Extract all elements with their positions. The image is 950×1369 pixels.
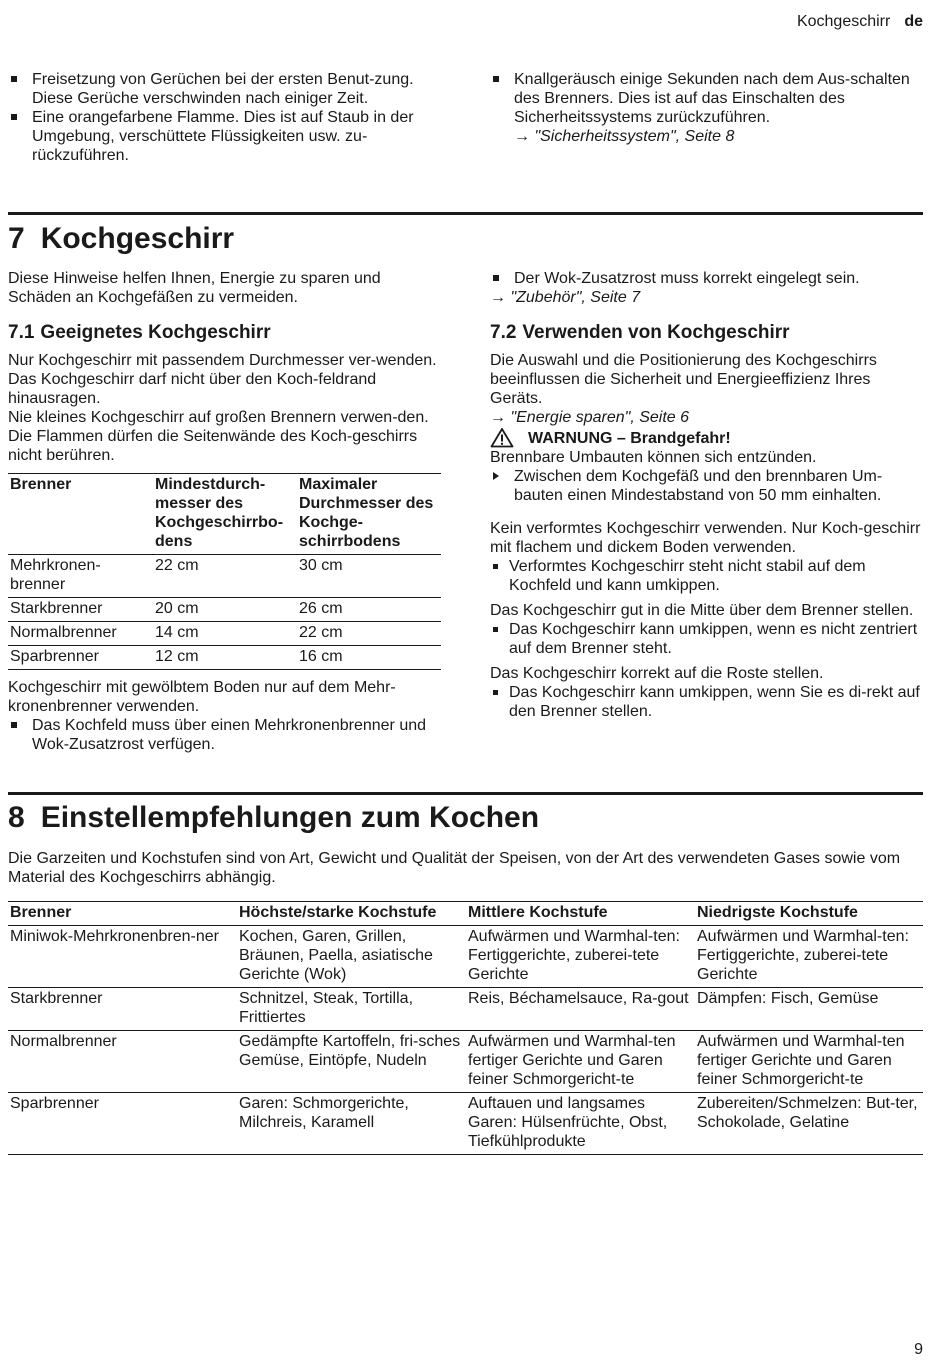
subsection-heading-7-2: 7.2 Verwenden von Kochgeschirr (490, 322, 790, 343)
section-heading-7: 7 Kochgeschirr (8, 222, 235, 255)
table-cell: Kochen, Garen, Grillen, Bräunen, Paella, asiatische Gerichte (Wok) (239, 928, 433, 983)
arrow-right-icon: → (514, 128, 535, 145)
table-cell: Schnitzel, Steak, Tortilla, Frittiertes (239, 990, 414, 1026)
table-row (8, 555, 441, 598)
arrow-right-icon: → (490, 409, 511, 426)
table-header-row (8, 902, 923, 926)
paragraph: Die Auswahl und die Positionierung des Kochgeschirrs beeinflussen die Sicherheit und Energieeffizienz Ihres Geräts. (490, 352, 877, 407)
list-item: Freisetzung von Gerüchen bei der ersten Benut-zung. Diese Gerüche verschwinden nach einiger Zeit. (8, 70, 440, 108)
table-cell: 20 cm (155, 600, 199, 617)
table-cell: Dämpfen: Fisch, Gemüse (697, 990, 879, 1007)
table-header-row (8, 474, 441, 555)
paragraph: Nur Kochgeschirr mit passendem Durchmesser ver-wenden. Das Kochgeschirr darf nicht über den Koch-feldrand hinausragen. (8, 352, 437, 407)
table-cell: 22 cm (155, 557, 199, 574)
section-rule (8, 792, 923, 795)
list-item: Das Kochfeld muss über einen Mehrkronenbrenner und Wok-Zusatzrost verfügen. (8, 716, 440, 754)
section-heading-8: 8 Einstellempfehlungen zum Kochen (8, 801, 540, 834)
table-cell: 12 cm (155, 648, 199, 665)
table-cell: Mehrkronen-brenner (10, 557, 101, 593)
table-header-cell: Niedrigste Kochstufe (697, 904, 858, 921)
list-item: Das Kochgeschirr kann umkippen, wenn es nicht zentriert auf dem Brenner steht. (490, 620, 922, 658)
table-row (8, 646, 441, 670)
list-item: Eine orangefarbene Flamme. Dies ist auf Staub in der Umgebung, verschüttete Flüssigkeiten usw. zu-rückzuführen. (8, 108, 440, 165)
table-cell: 22 cm (299, 624, 343, 641)
table-cell: Zubereiten/Schmelzen: But-ter, Schokolade, Gelatine (697, 1095, 918, 1131)
table-cell: Gedämpfte Kartoffeln, fri-sches Gemüse, Eintöpfe, Nudeln (239, 1033, 461, 1069)
table-cell: Garen: Schmorgerichte, Milchreis, Karamell (239, 1095, 409, 1131)
table-row (8, 926, 923, 988)
table-cell: Starkbrenner (10, 600, 103, 617)
table-cell: Normalbrenner (10, 624, 117, 641)
section8-intro: Die Garzeiten und Kochstufen sind von Art, Gewicht und Qualität der Speisen, von der Art des verwendeten Gases sowie vom Material des Kochgeschirrs abhängig. (8, 850, 901, 886)
warning-text: Brennbare Umbauten können sich entzünden. (490, 449, 817, 466)
page-number: 9 (914, 1341, 923, 1358)
top-right-list (490, 70, 922, 146)
section-rule (8, 212, 923, 215)
section7-intro: Diese Hinweise helfen Ihnen, Energie zu sparen und Schäden an Kochgefäßen zu vermeiden. (8, 270, 381, 306)
subsection-heading-7-1: 7.1 Geeignetes Kochgeschirr (8, 322, 271, 343)
list-item: Der Wok-Zusatzrost muss korrekt eingelegt sein. (490, 269, 922, 288)
warning-step: Zwischen dem Kochgefäß und den brennbaren Um-bauten einen Mindestabstand von 50 mm einhalten. (490, 467, 922, 505)
table-header-cell: Brenner (10, 476, 72, 493)
paragraph: Nie kleines Kochgeschirr auf großen Brennern verwen-den. Die Flammen dürfen die Seitenwände des Koch-geschirrs nicht berühren. (8, 409, 429, 464)
table-header-cell: Maximaler Durchmesser des Kochge-schirrbodens (299, 476, 434, 550)
table-row (8, 1031, 923, 1093)
cooking-recommendations-table (8, 901, 923, 1155)
table-cell: Normalbrenner (10, 1033, 117, 1050)
table-cell: Sparbrenner (10, 648, 99, 665)
table-cell: 16 cm (299, 648, 343, 665)
list-item: Knallgeräusch einige Sekunden nach dem Aus-schalten des Brenners. Dies ist auf das Einschalten des Sicherheitssystems zurückzuführen. (490, 70, 922, 127)
paragraph: Das Kochgeschirr gut in die Mitte über dem Brenner stellen. (490, 602, 914, 619)
table-row (8, 598, 441, 622)
table-cell: Aufwärmen und Warmhal-ten: Fertiggerichte, zuberei-tete Gerichte (697, 928, 909, 983)
table-cell: 26 cm (299, 600, 343, 617)
paragraph: Das Kochgeschirr korrekt auf die Roste stellen. (490, 665, 824, 682)
table-cell: Auftauen und langsames Garen: Hülsenfrüchte, Obst, Tiefkühlprodukte (468, 1095, 668, 1150)
burner-diameter-table (8, 473, 441, 670)
warning-heading: WARNUNG – Brandgefahr! (490, 429, 922, 448)
cross-reference[interactable]: → "Zubehör", Seite 7 (490, 289, 641, 306)
list-item: Das Kochgeschirr kann umkippen, wenn Sie es di-rekt auf den Brenner stellen. (490, 683, 922, 721)
header-section: Kochgeschirr (796, 13, 891, 30)
list-item: Verformtes Kochgeschirr steht nicht stabil auf dem Kochfeld und kann umkippen. (490, 557, 922, 595)
cross-reference[interactable]: → "Energie sparen", Seite 6 (490, 409, 690, 426)
section7-right-column (490, 269, 922, 721)
table-cell: 14 cm (155, 624, 199, 641)
table-cell: Aufwärmen und Warmhal-ten: Fertiggerichte, zuberei-tete Gerichte (468, 928, 680, 983)
table-header-cell: Mittlere Kochstufe (468, 904, 608, 921)
cross-reference[interactable]: → "Sicherheitssystem", Seite 8 (514, 128, 735, 145)
warning-triangle-icon (490, 427, 514, 448)
section7-left-column (8, 269, 440, 754)
table-cell: Aufwärmen und Warmhal-ten fertiger Gerichte und Garen feiner Schmorgericht-te (468, 1033, 676, 1088)
arrow-right-icon: → (490, 289, 511, 306)
table-header-cell: Brenner (10, 904, 72, 921)
running-header (797, 12, 923, 31)
table-cell: Miniwok-Mehrkronenbren-ner (10, 928, 219, 945)
paragraph: Kochgeschirr mit gewölbtem Boden nur auf dem Mehr-kronenbrenner verwenden. (8, 679, 396, 715)
paragraph: Kein verformtes Kochgeschirr verwenden. Nur Koch-geschirr mit flachem und dickem Boden verwenden. (490, 520, 921, 556)
header-language: de (904, 13, 923, 30)
table-cell: Aufwärmen und Warmhal-ten fertiger Gerichte und Garen feiner Schmorgericht-te (697, 1033, 905, 1088)
table-header-cell: Höchste/starke Kochstufe (239, 904, 437, 921)
table-cell: 30 cm (299, 557, 343, 574)
table-cell: Starkbrenner (10, 990, 103, 1007)
table-cell: Sparbrenner (10, 1095, 99, 1112)
table-row (8, 988, 923, 1031)
table-header-cell: Mindestdurch-messer des Kochgeschirrbo-dens (155, 476, 284, 550)
table-row (8, 622, 441, 646)
top-left-list (8, 70, 440, 165)
table-cell: Reis, Béchamelsauce, Ra-gout (468, 990, 689, 1007)
table-row (8, 1093, 923, 1155)
